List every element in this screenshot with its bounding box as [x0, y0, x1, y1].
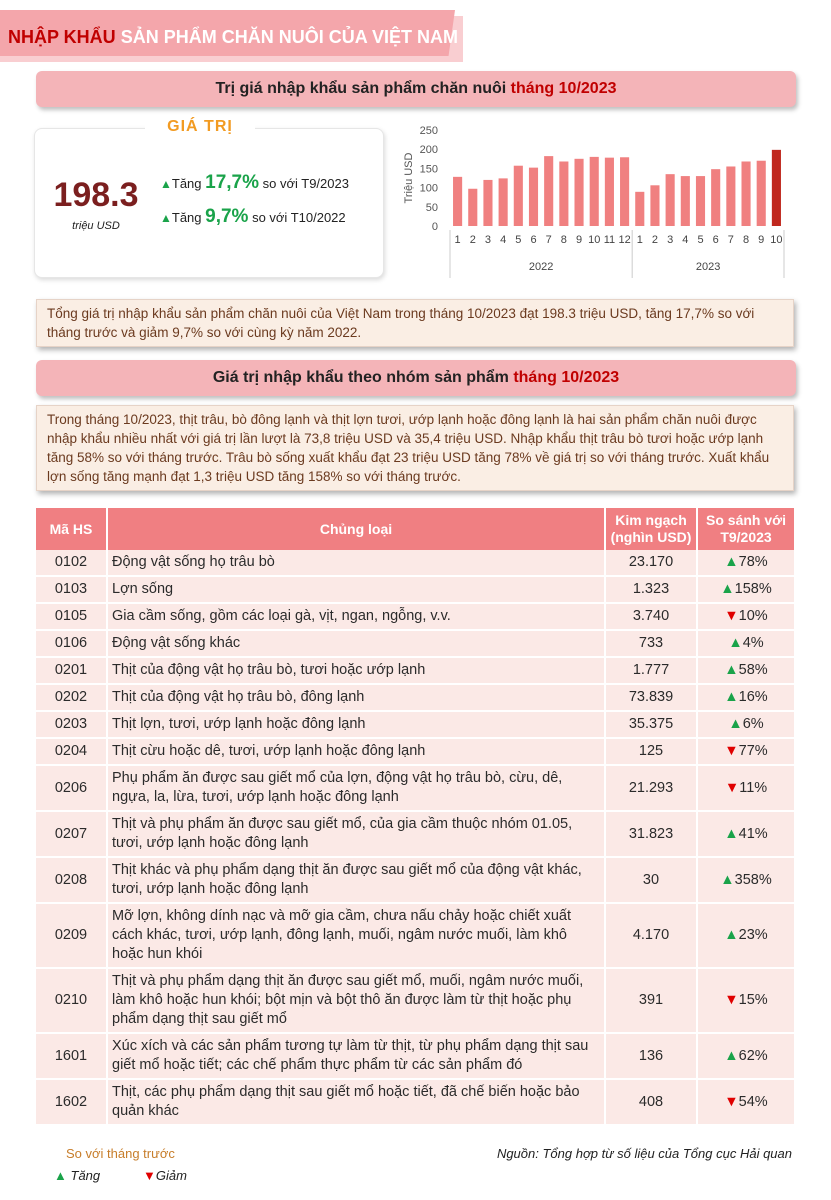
- product-name-cell: Động vật sống khác: [107, 630, 605, 657]
- chart-bar: [574, 159, 583, 226]
- section-header-products-highlight: tháng 10/2023: [513, 369, 620, 386]
- y-tick-label: 250: [419, 125, 438, 137]
- header-name: Chủng loại: [107, 508, 605, 550]
- table-row: [36, 657, 794, 684]
- legend-down-label: Giảm: [155, 1168, 187, 1183]
- x-tick-label: 3: [484, 234, 492, 246]
- down-arrow-icon: ▼: [724, 1093, 739, 1110]
- down-arrow-icon: ▼: [724, 992, 739, 1008]
- compare-pct: 11%: [739, 779, 768, 796]
- x-tick-label: 4: [500, 234, 507, 246]
- hs-code-cell: 0206: [36, 765, 107, 811]
- y-tick-label: 200: [419, 144, 438, 157]
- x-tick-label: 1: [636, 234, 643, 246]
- x-group-label: 2023: [695, 261, 721, 273]
- up-arrow-icon: ▲: [720, 581, 735, 597]
- hs-code-cell: 0105: [36, 603, 107, 630]
- up-arrow-icon: ▲: [724, 554, 739, 570]
- legend-up: [54, 1168, 100, 1183]
- table-row: [36, 903, 794, 968]
- table-row: [36, 550, 794, 576]
- import-value-cell: 73.839: [605, 684, 697, 711]
- product-name-cell: Thịt và phụ phẩm ăn được sau giết mổ, của gia cầm thuộc nhóm 01.05, tươi, ướp lạnh hoặc đông lạnh: [107, 811, 605, 857]
- product-name-cell: Xúc xích và các sản phẩm tương tự làm từ thịt, từ phụ phẩm dạng thịt sau giết mổ hoặc tiết; các chế phẩm thực phẩm từ các sản phẩm đó: [107, 1033, 605, 1079]
- hs-code-cell: 0208: [36, 857, 107, 903]
- hs-code-cell: 0204: [36, 738, 107, 765]
- down-arrow-icon: ▼: [143, 1168, 156, 1183]
- y-tick-label: 0: [431, 221, 438, 233]
- compare-pct: 78%: [738, 554, 768, 570]
- import-value-cell: 30: [605, 857, 697, 903]
- chart-bar: [499, 178, 508, 226]
- product-name-cell: Thịt và phụ phẩm dạng thịt ăn được sau giết mổ, muối, ngâm nước muối, làm khô hoặc hun khói; bột mịn và bột thô ăn được làm từ thịt hoặc phụ phẩm dạng thịt sau giết mổ: [107, 968, 605, 1033]
- up-arrow-icon: ▲: [720, 871, 735, 888]
- chart-bar: [483, 180, 492, 226]
- chart-bar: [559, 161, 568, 226]
- down-arrow-icon: ▼: [724, 779, 740, 796]
- compare-pct: 15%: [738, 992, 768, 1008]
- chart-bar: [468, 189, 477, 226]
- table-row: [36, 857, 794, 903]
- table-row: [36, 576, 794, 603]
- x-tick-label: 4: [682, 234, 689, 246]
- up-arrow-icon: ▲: [724, 662, 739, 678]
- compare-pct: 77%: [738, 743, 768, 759]
- chart-bar: [529, 168, 538, 226]
- section-header-value-highlight: tháng 10/2023: [510, 80, 617, 97]
- up-arrow-icon: ▲: [724, 927, 739, 943]
- hs-code-cell: 0103: [36, 576, 107, 603]
- product-name-cell: Lợn sống: [107, 576, 605, 603]
- compare-pct: 58%: [738, 662, 768, 678]
- x-tick-label: 7: [545, 234, 552, 246]
- product-name-cell: Thịt khác và phụ phẩm dạng thịt ăn được sau giết mổ của động vật khác, tươi, ướp lạnh hoặc đông lạnh: [107, 857, 605, 903]
- x-group-label: 2022: [528, 261, 554, 273]
- chart-bar: [590, 157, 599, 226]
- compare-cell: [697, 903, 794, 968]
- chart-bar: [711, 169, 720, 226]
- compare-cell: [697, 738, 794, 765]
- header-code: Mã HS: [36, 508, 107, 550]
- compare-cell: [697, 657, 794, 684]
- title-banner: [0, 10, 465, 62]
- x-tick-label: 10: [588, 234, 601, 246]
- product-name-cell: Thịt lợn, tươi, ướp lạnh hoặc đông lạnh: [107, 711, 605, 738]
- import-value-cell: 1.777: [605, 657, 697, 684]
- chart-bar: [757, 161, 766, 226]
- import-value: 198.3: [53, 176, 139, 214]
- import-value-cell: 733: [605, 630, 697, 657]
- up-arrow-icon: ▲: [54, 1168, 67, 1183]
- compare-cell: [697, 630, 794, 657]
- table-row: [36, 811, 794, 857]
- product-table: [36, 508, 794, 1126]
- x-tick-label: 10: [770, 234, 783, 246]
- hs-code-cell: 0202: [36, 684, 107, 711]
- change-suffix: so với T10/2022: [248, 210, 346, 225]
- import-value-cell: 31.823: [605, 811, 697, 857]
- table-header-row: [36, 508, 794, 550]
- compare-pct: 358%: [734, 871, 772, 888]
- x-tick-label: 7: [727, 234, 734, 246]
- table-row: [36, 603, 794, 630]
- table-row: [36, 738, 794, 765]
- compare-cell: [697, 550, 794, 576]
- change-suffix: so với T9/2023: [259, 176, 349, 191]
- change-prefix: Tăng: [171, 176, 206, 191]
- import-value-cell: 21.293: [605, 765, 697, 811]
- chart-bar: [726, 166, 735, 226]
- compare-cell: [697, 765, 794, 811]
- compare-pct: 10%: [738, 608, 768, 624]
- up-arrow-icon: ▲: [724, 1047, 739, 1064]
- chart-bar: [741, 161, 750, 226]
- compare-cell: [697, 857, 794, 903]
- table-row: [36, 1079, 794, 1125]
- y-tick-label: 100: [419, 182, 438, 195]
- section-header-products-text: Giá trị nhập khẩu theo nhóm sản phẩm: [212, 369, 514, 386]
- compare-cell: [697, 811, 794, 857]
- x-tick-label: 6: [712, 234, 719, 246]
- chart-bar: [514, 166, 523, 226]
- table-row: [36, 765, 794, 811]
- compare-cell: [697, 968, 794, 1033]
- section-header-value-text: Trị giá nhập khẩu sản phẩm chăn nuôi: [215, 80, 511, 97]
- x-tick-label: 2: [469, 234, 476, 246]
- chart-bar: [666, 174, 675, 226]
- up-arrow-icon: ▲: [724, 689, 739, 705]
- chart-bar: [650, 185, 659, 226]
- import-value-cell: 391: [605, 968, 697, 1033]
- y-axis-label: Triệu USD: [403, 152, 415, 204]
- product-name-cell: Động vật sống họ trâu bò: [107, 550, 605, 576]
- hs-code-cell: 0203: [36, 711, 107, 738]
- x-tick-label: 5: [515, 234, 522, 246]
- import-value-unit: triệu USD: [72, 220, 120, 232]
- x-tick-label: 12: [618, 234, 631, 246]
- summary-products: Trong tháng 10/2023, thịt trâu, bò đông lạnh và thịt lợn tươi, ướp lạnh hoặc đông lạnh là hai sản phẩm chăn nuôi được nhập khẩu nhiều nhất với giá trị lần lượt là 73,8 triệu USD và 35,4 triệu USD. Nhập khẩu thịt trâu bò tươi hoặc ướp lạnh tăng 58% so với tháng trước. Trâu bò sống xuất khẩu đạt 23 triệu USD tăng 78% về giá trị so với tháng trước. Xuất khẩu lợn sống tăng mạnh đạt 1,3 triệu USD tăng 158% so với tháng trước.: [36, 405, 794, 491]
- hs-code-cell: 0106: [36, 630, 107, 657]
- table-row: [36, 630, 794, 657]
- hs-code-cell: 0209: [36, 903, 107, 968]
- import-value-cell: 23.170: [605, 550, 697, 576]
- x-tick-label: 8: [742, 234, 750, 246]
- up-arrow-icon: ▲: [728, 716, 743, 732]
- legend-title: So với tháng trước: [66, 1146, 175, 1161]
- summary-value: Tổng giá trị nhập khẩu sản phẩm chăn nuôi của Việt Nam trong tháng 10/2023 đạt 198.3 triệu USD, tăng 17,7% so với tháng trước và giảm 9,7% so với cùng kỳ năm 2022.: [36, 299, 794, 347]
- chart-bar: [696, 176, 705, 226]
- import-value-cell: 1.323: [605, 576, 697, 603]
- chart-bar: [635, 192, 644, 226]
- page-title: [8, 27, 458, 48]
- compare-pct: 158%: [734, 581, 772, 597]
- hs-code-cell: 1601: [36, 1033, 107, 1079]
- change-prefix: Tăng: [171, 210, 206, 225]
- x-tick-label: 1: [454, 234, 461, 246]
- x-tick-label: 11: [603, 234, 616, 246]
- compare-pct: 41%: [738, 825, 768, 842]
- product-name-cell: Mỡ lợn, không dính nạc và mỡ gia cầm, chưa nấu chảy hoặc chiết xuất cách khác, tươi, ướp lạnh, đông lạnh, muối, ngâm nước muối, làm khô hoặc hun khói: [107, 903, 605, 968]
- x-tick-label: 3: [667, 234, 674, 246]
- x-tick-label: 8: [560, 234, 567, 246]
- header-compare: So sánh với T9/2023: [697, 508, 794, 550]
- value-card-label: GIÁ TRỊ: [145, 118, 255, 136]
- import-value-cell: 35.375: [605, 711, 697, 738]
- hs-code-cell: 0210: [36, 968, 107, 1033]
- change-row-year: [160, 206, 346, 228]
- compare-pct: 62%: [738, 1047, 768, 1064]
- legend-down: [143, 1168, 187, 1183]
- y-tick-label: 50: [425, 201, 438, 214]
- up-arrow-icon: ▲: [728, 635, 743, 651]
- table-row: [36, 968, 794, 1033]
- compare-pct: 23%: [738, 927, 768, 943]
- table-row: [36, 711, 794, 738]
- chart-bar: [453, 177, 462, 226]
- section-header-products: [36, 360, 796, 396]
- chart-bar: [605, 158, 614, 226]
- down-arrow-icon: ▼: [724, 608, 739, 624]
- x-tick-label: 5: [697, 234, 704, 246]
- chart-bar: [544, 156, 553, 226]
- header-value: Kim ngạch (nghìn USD): [605, 508, 697, 550]
- product-name-cell: Gia cầm sống, gồm các loại gà, vịt, ngan, ngỗng, v.v.: [107, 603, 605, 630]
- x-tick-label: 2: [651, 234, 659, 246]
- section-header-value: [36, 71, 796, 107]
- change-pct: 17,7%: [205, 172, 260, 193]
- hs-code-cell: 0207: [36, 811, 107, 857]
- monthly-import-chart: [398, 118, 798, 278]
- compare-cell: [697, 711, 794, 738]
- compare-cell: [697, 684, 794, 711]
- import-value-cell: 3.740: [605, 603, 697, 630]
- up-arrow-icon: ▲: [160, 177, 172, 191]
- chart-bar: [620, 157, 629, 226]
- chart-bar: [681, 176, 690, 226]
- compare-cell: [697, 576, 794, 603]
- x-tick-label: 6: [530, 234, 537, 246]
- import-value-cell: 408: [605, 1079, 697, 1125]
- change-row-month: [160, 172, 349, 194]
- product-name-cell: Thịt của động vật họ trâu bò, tươi hoặc ướp lạnh: [107, 657, 605, 684]
- up-arrow-icon: ▲: [160, 211, 172, 225]
- hs-code-cell: 0201: [36, 657, 107, 684]
- product-name-cell: Thịt, các phụ phẩm dạng thịt sau giết mổ hoặc tiết, đã chế biến hoặc bảo quản khác: [107, 1079, 605, 1125]
- chart-bar: [772, 150, 781, 226]
- table-row: [36, 1033, 794, 1079]
- compare-cell: [697, 603, 794, 630]
- legend-up-label: Tăng: [70, 1168, 101, 1183]
- table-row: [36, 684, 794, 711]
- x-tick-label: 9: [575, 234, 583, 246]
- import-value-cell: 136: [605, 1033, 697, 1079]
- y-tick-label: 150: [419, 163, 438, 176]
- product-name-cell: Thịt của động vật họ trâu bò, đông lạnh: [107, 684, 605, 711]
- page-title-prefix: NHẬP KHẨU: [8, 27, 116, 47]
- compare-pct: 54%: [738, 1093, 768, 1110]
- product-name-cell: Thịt cừu hoặc dê, tươi, ướp lạnh hoặc đông lạnh: [107, 738, 605, 765]
- x-tick-label: 9: [758, 234, 765, 246]
- page-title-rest: SẢN PHẨM CHĂN NUÔI CỦA VIỆT NAM: [115, 27, 459, 47]
- import-value-cell: 4.170: [605, 903, 697, 968]
- hs-code-cell: 0102: [36, 550, 107, 576]
- change-pct: 9,7%: [205, 206, 249, 227]
- up-arrow-icon: ▲: [724, 825, 739, 842]
- compare-cell: [697, 1079, 794, 1125]
- down-arrow-icon: ▼: [724, 743, 739, 759]
- product-name-cell: Phụ phẩm ăn được sau giết mổ của lợn, động vật họ trâu bò, cừu, dê, ngựa, la, lừa, tươi, ướp lạnh hoặc đông lạnh: [107, 765, 605, 811]
- compare-cell: [697, 1033, 794, 1079]
- compare-pct: 16%: [738, 689, 768, 705]
- source-note: Nguồn: Tổng hợp từ số liệu của Tổng cục Hải quan: [496, 1146, 792, 1161]
- hs-code-cell: 1602: [36, 1079, 107, 1125]
- import-value-cell: 125: [605, 738, 697, 765]
- compare-pct: 6%: [742, 716, 764, 732]
- compare-pct: 4%: [742, 635, 764, 651]
- chart-bars: [453, 150, 781, 226]
